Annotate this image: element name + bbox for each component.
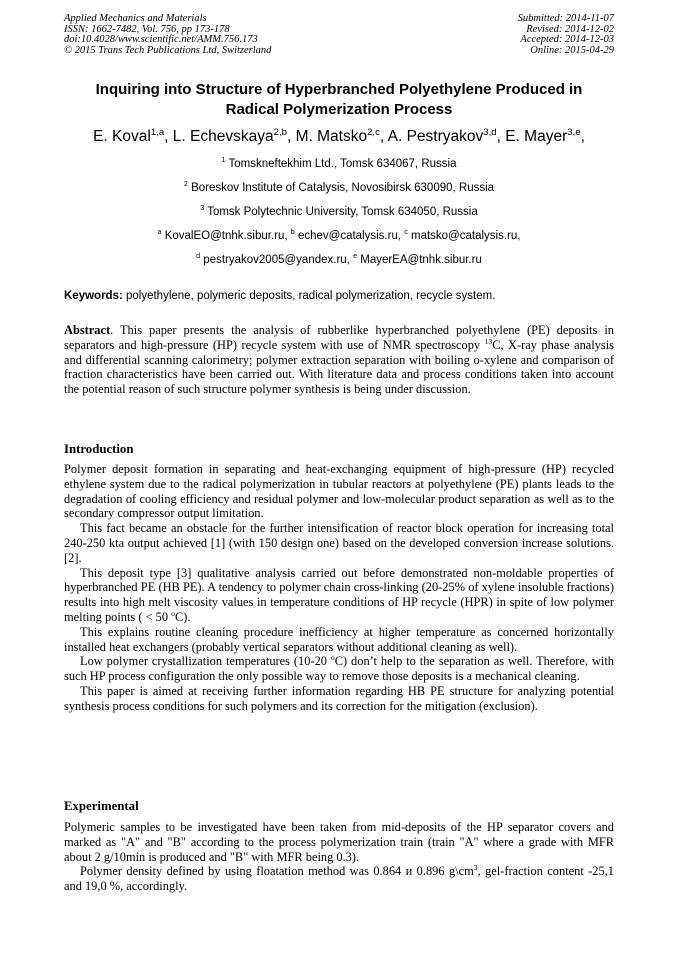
author: L. Echevskaya$^{2,b}$, xyxy=(172,126,296,145)
affiliation-3: $^3$ Tomsk Polytechnic University, Tomsk 634050, Russia xyxy=(200,204,478,218)
author: M. Matsko$^{2,c}$, xyxy=(295,126,388,145)
author-list xyxy=(40,127,638,147)
email-link[interactable]: pestryakov2005@yandex.ru, xyxy=(200,254,354,266)
paragraph: Polymeric samples to be investigated have been taken from mid-deposits of the HP separator covers and marked as "A" and "B" according to the process polymerization train (train "A" where a grade with MFR about 2 g/10min is produced and "B" with MFR being 0.3). xyxy=(64,820,614,864)
email-line-1: $^a$ KovalEO@tnhk.sibur.ru, $^b$ echev@catalysis.ru, $^c$ matsko@catalysis.ru, xyxy=(157,228,521,242)
paper-title xyxy=(64,80,614,120)
date-revised: Revised: 2014-12-02 xyxy=(526,23,614,35)
affiliation-1: $^1$ Tomskneftekhim Ltd., Tomsk 634067, Russia xyxy=(221,156,457,170)
paragraph: Polymer deposit formation in separating and heat-exchanging equipment of high-pressure (HP) recycled ethylene system due to the radical polymerization in tubular reactors at polyethylene (PE) plants leads to the degradation of cooling efficiency and residual polymer and low-molecular product separation as well as to the secondary compressor output limitation. xyxy=(64,462,614,521)
paragraph: Polymer density defined by using floatation method was 0.864 и 0.896 $g\backslash cm^3$, gel-fraction content -25,1 and 19,0 %, accordingly. xyxy=(64,863,614,894)
date-accepted: Accepted: 2014-12-03 xyxy=(520,34,614,45)
title-line-2: Radical Polymerization Process xyxy=(225,101,453,118)
email-link[interactable]: matsko@catalysis.ru, xyxy=(407,230,521,242)
section-heading-experimental: Experimental xyxy=(64,799,139,813)
keywords xyxy=(64,289,614,303)
abstract-label: Abstract xyxy=(64,323,111,337)
author: E. Mayer$^{3,e}$, xyxy=(505,126,585,145)
experimental-body xyxy=(64,820,614,894)
email-link[interactable]: KovalEO@tnhk.sibur.ru, xyxy=(161,230,291,242)
title-line-1: Inquiring into Structure of Hyperbranched Polyethylene Produced in xyxy=(95,81,583,98)
paragraph: This explains routine cleaning procedure inefficiency at higher temperature as concerned horizontally installed heat exchangers (probably vertical separators without additional cleaning as well). xyxy=(64,624,614,654)
introduction-body xyxy=(64,462,614,714)
journal-issn: ISSN: 1662-7482, Vol. 756, pp 173-178 xyxy=(64,23,230,35)
email-link[interactable]: MayerEA@tnhk.sibur.ru xyxy=(357,254,482,266)
paragraph: This paper is aimed at receiving further information regarding HB PE structure for analyzing potential synthesis process conditions for such polymers and its correction for the mitigation (exclusion). xyxy=(64,683,614,713)
keywords-label: Keywords: xyxy=(64,290,123,302)
author: E. Koval$^{1,a}$, xyxy=(93,126,173,145)
email-line-2: $^d$ pestryakov2005@yandex.ru, $^e$ MayerEA@tnhk.sibur.ru xyxy=(196,252,482,266)
paragraph: This fact became an obstacle for the further intensification of reactor block operation for increasing total 240-250 kta output achieved [1] (with 150 design one) based on the developed conversion increase solutions. [2]. xyxy=(64,521,614,565)
keywords-text: polyethylene, polymeric deposits, radical polymerization, recycle system. xyxy=(122,290,496,302)
author: A. Pestryakov$^{3,d}$, xyxy=(387,126,506,145)
paragraph: Low polymer crystallization temperatures (10-20 $^o$C) don’t help to the separation as well. Therefore, with such HP process configuration the only possible way to remove those deposits is a mechanical cleaning. xyxy=(64,653,614,684)
date-online: Online: 2015-04-29 xyxy=(530,44,614,56)
journal-info xyxy=(64,14,271,56)
section-heading-introduction: Introduction xyxy=(64,442,134,456)
affiliation-2: $^2$ Boreskov Institute of Catalysis, Novosibirsk 630090, Russia xyxy=(183,180,495,194)
journal-name: Applied Mechanics and Materials xyxy=(64,13,207,24)
submission-dates xyxy=(518,14,614,56)
date-submitted: Submitted: 2014-11-07 xyxy=(517,13,614,24)
abstract: Abstract. This paper presents the analysis of rubberlike hyperbranched polyethylene (PE) deposits in separators and high-pressure (HP) recycle system with use of NMR spectroscopy $^{13}$C, X-ray phase analysis and differential scanning calorimetry; polymer extraction separation with boiling o-xylene and comparison of fraction characteristics have been carried out. With literature data and process conditions taken into account the potential reason of such structure polymer synthesis is being under discussion. xyxy=(64,323,614,397)
paragraph: This deposit type [3] qualitative analysis carried out before demonstrated non-moldable properties of hyperbranched PE (HB PE). A tendency to polymer chain cross-linking (20-25% of xylene insoluble fractions) results into high melt viscosity values in temperature conditions of HP recycle (HPR) in spite of low polymer melting points ( < 50 $^o$C). xyxy=(64,565,614,624)
journal-copyright: © 2015 Trans Tech Publications Ltd, Switzerland xyxy=(64,44,272,56)
journal-doi[interactable]: doi:10.4028/www.scientific.net/AMM.756.173 xyxy=(64,34,258,45)
email-link[interactable]: echev@catalysis.ru, xyxy=(294,230,405,242)
